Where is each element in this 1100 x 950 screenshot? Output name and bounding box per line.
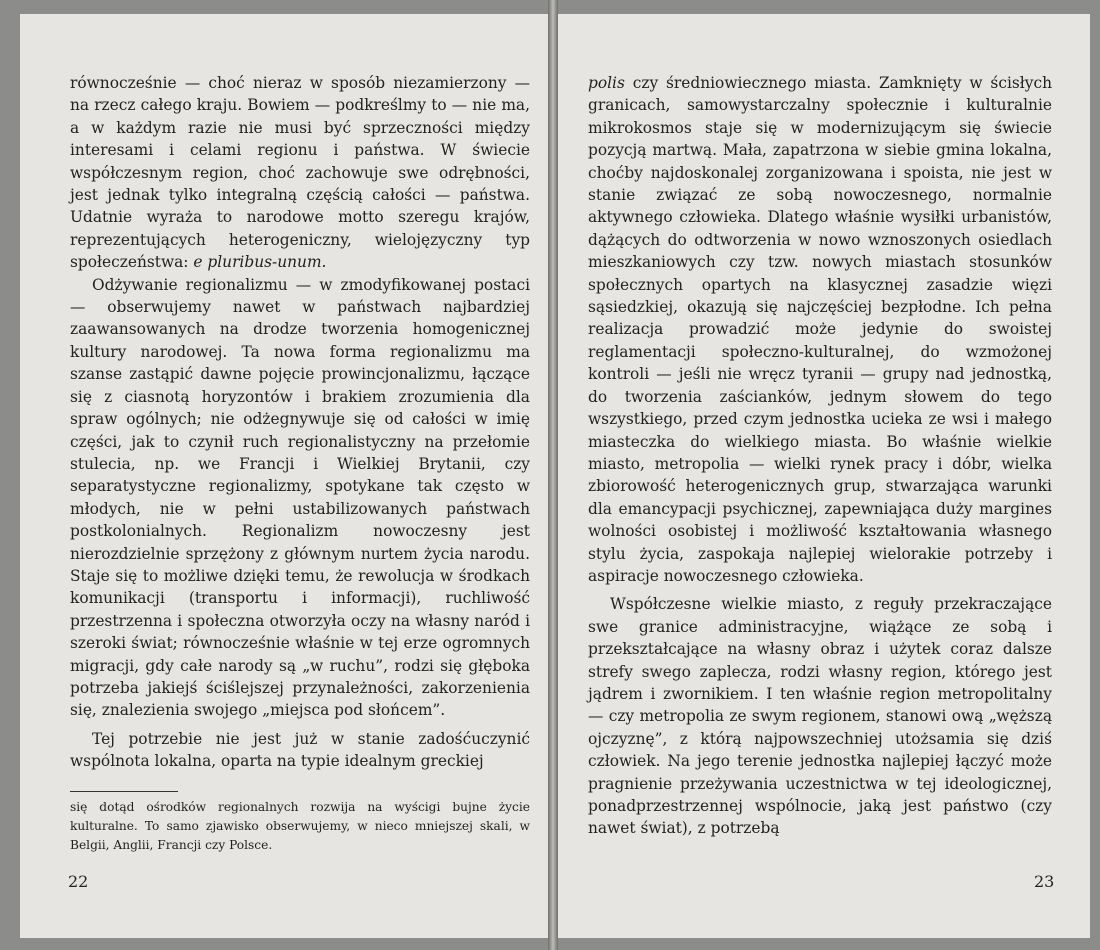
paragraph-text: czy średniowiecznego miasta. Zamknięty w ścisłych granicach, samowystarczalny społecznie i kulturalnie mikrokosmos staje się w modernizującym się świecie pozycją martwą. Mała, zapatrzona w siebie gmina lokalna, choćby najdoskonalej zorganizowana i spoista, nie jest w stanie związać ze sobą nowoczesnego, normalnie aktywnego człowieka. Dlatego właśnie wysiłki urbanistów, dążących do odtworzenia w nowo wznoszonych osiedlach mieszkaniowych czy tzw. nowych miastach stosunków społecznych opartych na klasycznej zasadzie więzi sąsiedzkiej, okazują się najczęściej bezpłodne. Ich pełna realizacja prowadzić może jedynie do swoistej reglamentacji społeczno-kulturalnej, do wzmożonej kontroli — jeśli nie wręcz tyranii — grupy nad jednostką, do tworzenia zaścianków, jednym słowem do tego wszystkiego, przed czym jednostka ucieka ze wsi i małego miasteczka do wielkiego miasta. Bo właśnie wielkie miasto, metropolia — wielki rynek pracy i dóbr, wielka zbiorowość heterogenicznych grup, stwarzająca warunki dla emancypacji psychicznej, zapewniająca duży margines wolności osobistej i możliwość kształtowania własnego stylu życia, zaspokaja najlepiej wielorakie potrzeby i aspiracje nowoczesnego człowieka. [588,74,1052,585]
paragraph: Odżywanie regionalizmu — w zmodyfikowanej postaci — obserwujemy nawet w państwach najbardziej zaawansowanych na drodze tworzenia homogenicznej kultury narodowej. Ta nowa forma regionalizmu ma szanse zastąpić dawne pojęcie prowincjonalizmu, łączące się z ciasnotą horyzontów i brakiem zrozumienia dla spraw ogólnych; nie odżegnywuje się od całości w imię części, jak to czynił ruch regionalistyczny na przełomie stulecia, np. we Francji i Wielkiej Brytanii, czy separatystyczne regionalizmy, spotykane tak często w młodych, nie w pełni ustabilizowanych państwach postkolonialnych. Regionalizm nowoczesny jest nierozdzielnie sprzężony z głównym nurtem życia narodu. Staje się to możliwe dzięki temu, że rewolucja w środkach komunikacji (transportu i informacji), ruchliwość przestrzenna i społeczna otworzyła oczy na własny naród i szeroki świat; równocześnie właśnie w tej erze ogromnych migracji, gdy całe narody są „w ruchu”, rodzi się głęboka potrzeba jakiejś ściślejszej przynależności, zakorzenienia się, znalezienia swojego „miejsca pod słońcem”. [70,275,530,720]
left-page [20,14,548,938]
right-page [558,14,1090,938]
paragraph: Współczesne wielkie miasto, z reguły przekraczające swe granice administracyjne, wiążące ze sobą i przekształcające na własny obraz i użytek coraz dalsze strefy swego zaplecza, rodzi własny region, którego jest jądrem i zwornikiem. I ten właśnie region metropolitalny — czy metropolia ze swym regionem, stanowi ową „węższą ojczyznę”, z którą najpowszechniej utożsamia się dziś człowiek. Na jego terenie jednostka najlepiej łączyć może pragnienie przeżywania uczestnictwa w tej ideologicznej, ponadprzestrzennej wspólnocie, jaką jest państwo (czy nawet świat), z potrzebą [588,595,1052,838]
book-gutter [548,0,558,950]
footnote-rule [70,791,178,792]
page-number: 23 [1034,872,1055,891]
page-number: 22 [68,872,89,891]
paragraph-text: równocześnie — choć nieraz w sposób niezamierzony — na rzecz całego kraju. Bowiem — podkreślmy to — nie ma, a w każdym razie nie musi być sprzeczności między interesami i celami regionu i państwa. W świecie współczesnym region, choć zachowuje swe odrębności, jest jednak tylko integralną częścią całości — państwa. Udatnie wyraża to narodowe motto szeregu krajów, reprezentujących heterogeniczny, wielojęzyczny typ społeczeństwa: [70,74,530,272]
paragraph: Tej potrzebie nie jest już w stanie zadośćuczynić wspólnota lokalna, oparta na typie idealnym greckiej [70,729,530,771]
motto: e pluribus-unum. [193,253,327,272]
footnote: się dotąd ośrodków regionalnych rozwija na wyścigi bujne życie kulturalne. To samo zjawisko obserwujemy, w nieco mniejszej skali, w Belgii, Anglii, Francji czy Polsce. [70,800,530,852]
left-body-text [70,72,530,773]
paragraph [70,72,530,274]
polis-word: polis [588,74,625,92]
paragraph [588,72,1052,587]
right-body-text [588,72,1052,840]
